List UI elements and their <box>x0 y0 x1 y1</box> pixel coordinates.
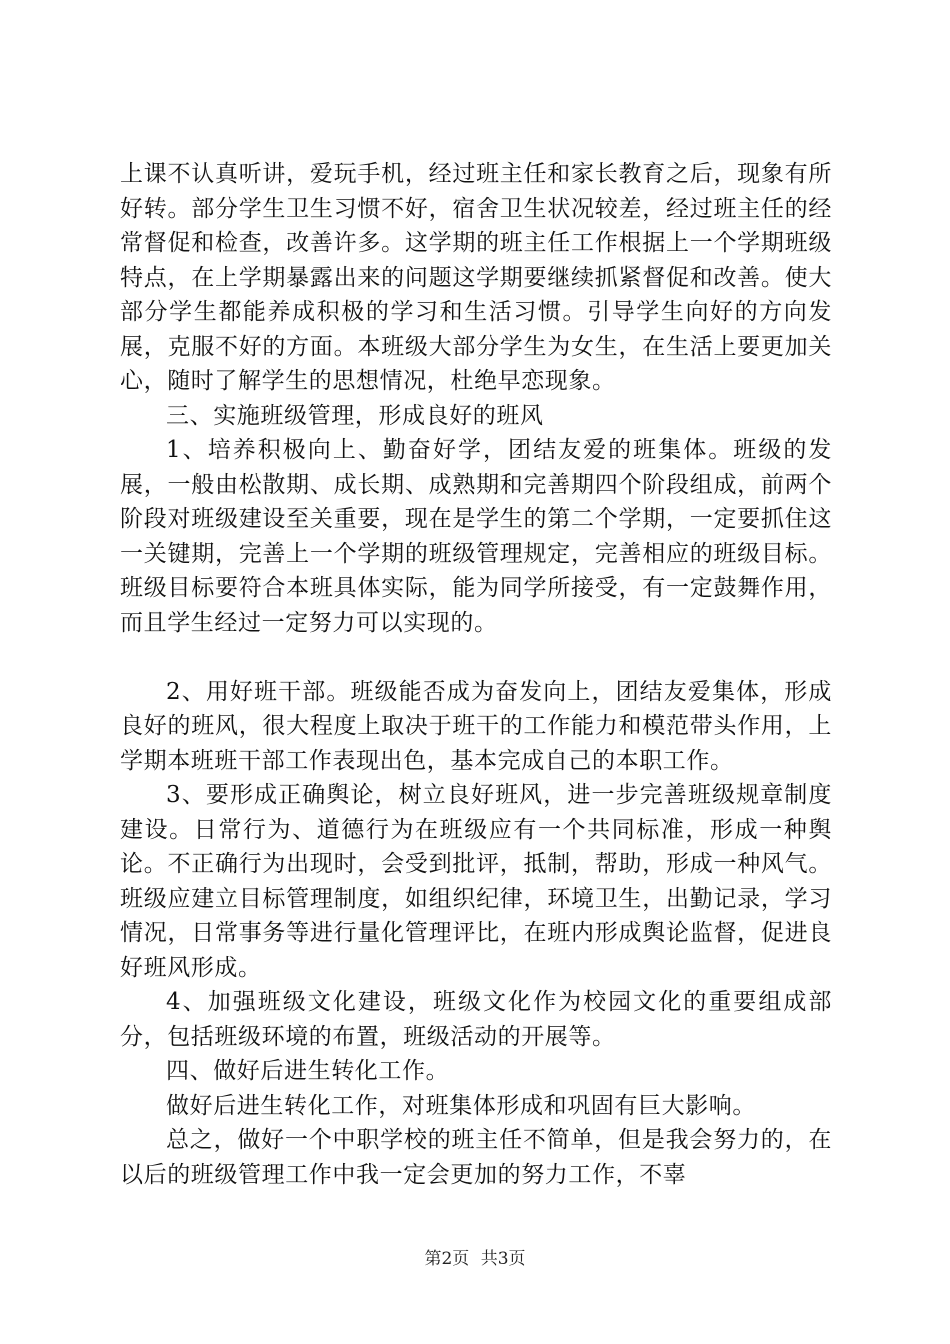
section-heading-3: 三、实施班级管理，形成良好的班风 <box>166 402 544 429</box>
blank-line <box>120 640 832 675</box>
list-item-4: 4、加强班级文化建设，班级文化作为校园文化的重要组成部分，包括班级环境的布置，班级活动的开展等。 <box>120 989 832 1050</box>
paragraph-conclusion: 总之，做好一个中职学校的班主任不简单，但是我会努力的，在以后的班级管理工作中我一定会更加的努力工作，不辜 <box>120 1127 832 1188</box>
paragraph-intro: 上课不认真听讲，爱玩手机，经过班主任和家长教育之后，现象有所好转。部分学生卫生习惯不好，宿舍卫生状况较差，经过班主任的经常督促和检查，改善许多。这学期的班主任工作根据上一个学期班级特点，在上学期暴露出来的问题这学期要继续抓紧督促和改善。使大部分学生都能养成积极的学习和生活习惯。引导学生向好的方向发展，克服不好的方面。本班级大部分学生为女生，在生活上要更加关心，随时了解学生的思想情况，杜绝早恋现象。 <box>120 161 832 394</box>
paragraph-backward-students: 做好后进生转化工作，对班集体形成和巩固有巨大影响。 <box>166 1092 756 1119</box>
page-total: 共3页 <box>480 1249 526 1269</box>
page-number: 第2页 <box>424 1249 470 1269</box>
list-item-3: 3、要形成正确舆论，树立良好班风，进一步完善班级规章制度建设。日常行为、道德行为在班级应有一个共同标准，形成一种舆论。不正确行为出现时，会受到批评，抵制，帮助，形成一种风气。班级应建立目标管理制度，如组织纪律，环境卫生，出勤记录，学习情况，日常事务等进行量化管理评比，在班内形成舆论监督，促进良好班风形成。 <box>120 782 832 981</box>
page-footer <box>0 1244 950 1269</box>
list-item-2: 2、用好班干部。班级能否成为奋发向上，团结友爱集体，形成良好的班风，很大程度上取决于班干的工作能力和模范带头作用，上学期本班班干部工作表现出色，基本完成自己的本职工作。 <box>120 678 832 774</box>
document-body <box>120 157 832 1192</box>
list-item-1: 1、培养积极向上、勤奋好学，团结友爱的班集体。班级的发展，一般由松散期、成长期、成熟期和完善期四个阶段组成，前两个阶段对班级建设至关重要，现在是学生的第二个学期，一定要抓住这一关键期，完善上一个学期的班级管理规定，完善相应的班级目标。班级目标要符合本班具体实际，能为同学所接受，有一定鼓舞作用，而且学生经过一定努力可以实现的。 <box>120 437 832 636</box>
section-heading-4: 四、做好后进生转化工作。 <box>166 1058 450 1084</box>
